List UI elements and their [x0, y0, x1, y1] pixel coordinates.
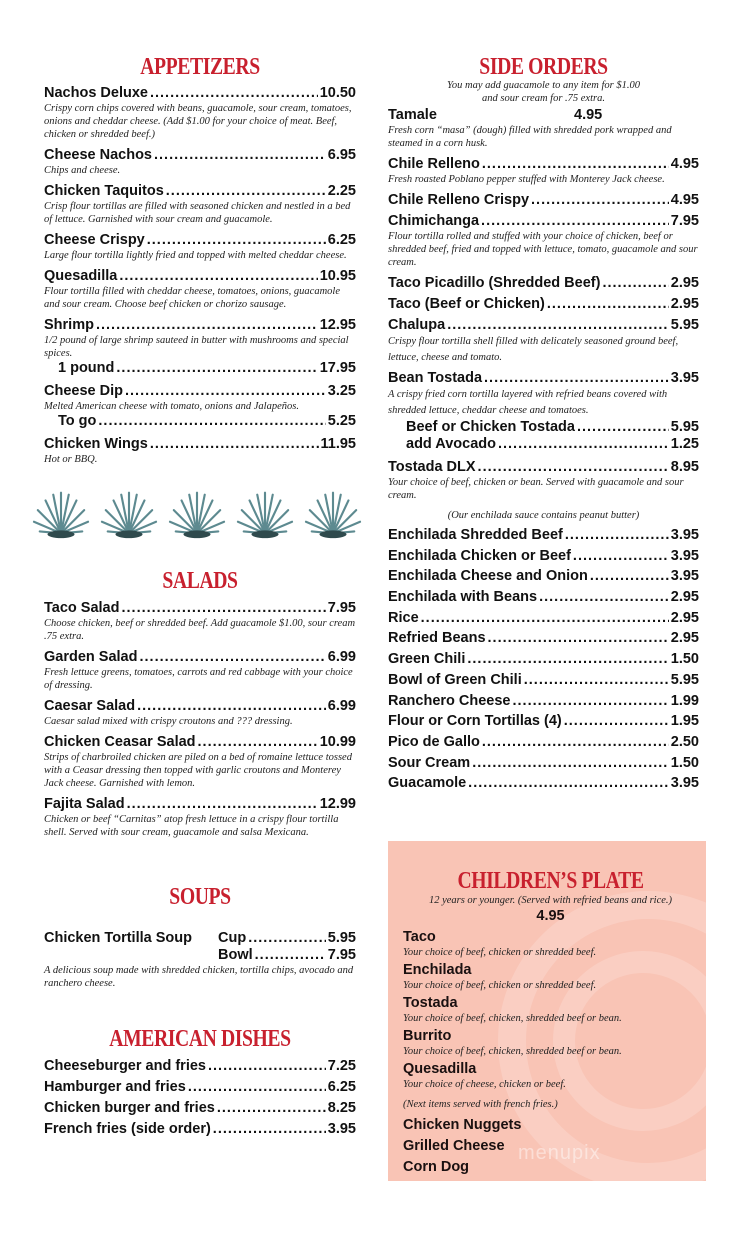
enchilada-list: [388, 527, 699, 792]
soups-list: [44, 930, 356, 990]
menu-item: Chile Relleno ..... 4.95: [388, 156, 699, 173]
agave-plant-icon: [236, 488, 294, 540]
item-description: Fresh corn “masa” (dough) filled with shredded pork wrapped and steamed in a corn husk.: [388, 125, 672, 149]
menu-item: Cheese Dip ..... 3.25: [44, 383, 356, 400]
fries-note: (Next items served with french fries.): [403, 1099, 558, 1110]
menu-item: Caesar Salad ..... 6.99: [44, 698, 356, 715]
kids-item: Chicken Nuggets: [403, 1117, 522, 1133]
salads-heading: SALADS: [162, 568, 238, 594]
item-description: Fresh lettuce greens, tomatoes, carrots and red cabbage with your choice of dressing.: [44, 667, 353, 691]
menu-item: Chicken Taquitos ..... 2.25: [44, 183, 356, 200]
item-description: Flour tortilla rolled and stuffed with your choice of chicken, beef or shredded beef, fried and topped with lettuce, tomato, guacamole and sour cream.: [388, 231, 698, 268]
menu-item: Guacamole ..... 3.95: [388, 775, 699, 792]
agave-plant-icon: [168, 488, 226, 540]
watermark: menupix: [518, 1142, 601, 1164]
menu-item: Tostada DLX ..... 8.95: [388, 459, 699, 476]
appetizers-list: [44, 85, 356, 466]
menu-item: Taco Picadillo (Shredded Beef) ..... 2.95: [388, 275, 699, 292]
item-description: Fresh roasted Poblano pepper stuffed with Monterey Jack cheese.: [388, 174, 665, 185]
menu-item: Enchilada with Beans ..... 2.95: [388, 589, 699, 606]
item-description: Hot or BBQ.: [44, 454, 98, 465]
menu-item: Cheeseburger and fries ..... 7.25: [44, 1058, 356, 1075]
menu-item: Refried Beans ..... 2.95: [388, 630, 699, 647]
menu-item: Bean Tostada ..... 3.95: [388, 370, 699, 387]
item-description: Your choice of cheese, chicken or beef.: [403, 1079, 566, 1090]
agave-plant-icon: [100, 488, 158, 540]
kids-item: Quesadilla: [403, 1061, 477, 1077]
menu-item: Flour or Corn Tortillas (4) ..... 1.95: [388, 713, 699, 730]
kids-item: Corn Dog: [403, 1159, 470, 1175]
kids-item: Grilled Cheese: [403, 1138, 505, 1154]
item-description: Your choice of beef, chicken, shredded beef or bean.: [403, 1046, 622, 1057]
item-description: A crispy fried corn tortilla layered with refried beans covered with shredded lettuce, cheddar cheese and tomatoes.: [388, 389, 668, 416]
menu-item: Cheese Nachos ..... 6.95: [44, 147, 356, 164]
agave-plant-icon: [32, 488, 90, 540]
agave-plant-icon: [304, 488, 362, 540]
item-description: Flour tortilla filled with cheddar cheese, tomatoes, onions, guacamole and sour cream. Choose beef chicken or chorizo sausage.: [44, 286, 341, 310]
menu-item-variant: add Avocado ..... 1.25: [388, 436, 699, 453]
menu-item: Enchilada Cheese and Onion ..... 3.95: [388, 568, 699, 585]
item-description: Strips of charbroiled chicken are piled on a bed of romaine lettuce tossed with a Ceasar dressing then topped with garlic croutons and Monterey Jack cheese. Garnished with lemon.: [44, 752, 352, 789]
side-orders-list: [388, 79, 699, 502]
item-description: Crisp flour tortillas are filled with seasoned chicken and nestled in a bed of lettuce. Garnished with sour cream and guacamole.: [44, 201, 351, 225]
kids-item: Burrito: [403, 1028, 452, 1044]
menu-item: Sour Cream ..... 1.50: [388, 755, 699, 772]
item-description: Crispy flour tortilla shell filled with delicately seasoned ground beef, lettuce, cheese and tomato.: [388, 336, 679, 363]
kids-item: Taco: [403, 929, 436, 945]
item-description: Your choice of beef, chicken, shredded beef or bean.: [403, 1013, 622, 1024]
item-description: Chips and cheese.: [44, 165, 121, 176]
item-description: Chicken or beef “Carnitas” atop fresh lettuce in a crispy flour tortilla shell. Served with sour cream, guacamole and salsa Mexicana.: [44, 814, 339, 838]
menu-item: Hamburger and fries ..... 6.25: [44, 1079, 356, 1096]
menu-item: Enchilada Shredded Beef ..... 3.95: [388, 527, 699, 544]
item-description: 1/2 pound of large shrimp sauteed in butter with mushrooms and special spices.: [44, 335, 349, 359]
menu-item: Chicken Wings ..... 11.95: [44, 436, 356, 453]
menu-item: Garden Salad ..... 6.99: [44, 649, 356, 666]
childrens-plate-price: 4.95: [536, 908, 565, 924]
menu-item: Taco (Beef or Chicken) ..... 2.95: [388, 296, 699, 313]
kids-item: Tostada: [403, 995, 458, 1011]
childrens-plate-content: [403, 841, 698, 1176]
menu-item-variant: To go ..... 5.25: [44, 413, 356, 430]
childrens-plate-panel: [388, 841, 706, 1181]
menu-item: Green Chili ..... 1.50: [388, 651, 699, 668]
enchilada-note: (Our enchilada sauce contains peanut butter): [447, 510, 640, 521]
item-description: Crispy corn chips covered with beans, guacamole, sour cream, tomatoes, onions and cheddar cheese. (Add $1.00 for your choice of meat. Beef, chicken or shredded beef.): [44, 103, 352, 140]
menu-item: French fries (side order) ..... 3.95: [44, 1121, 356, 1138]
kids-item: Enchilada: [403, 962, 472, 978]
item-description: Your choice of beef, chicken or shredded beef.: [403, 980, 597, 991]
item-description: Your choice of beef, chicken or shredded beef.: [403, 947, 597, 958]
menu-item: Chicken Ceasar Salad ..... 10.99: [44, 734, 356, 751]
item-description: Caesar salad mixed with crispy croutons and ??? dressing.: [44, 716, 293, 727]
menu-item: Chicken Tortilla Soup Cup ..... 5.95: [44, 930, 356, 947]
salads-list: [44, 600, 356, 839]
menu-item: Chalupa ..... 5.95: [388, 317, 699, 334]
menu-item: Chicken burger and fries ..... 8.25: [44, 1100, 356, 1117]
item-description: Melted American cheese with tomato, onions and Jalapeños.: [44, 401, 299, 412]
soups-heading: SOUPS: [169, 884, 231, 910]
menu-item: Nachos Deluxe ..... 10.50: [44, 85, 356, 102]
item-description: Choose chicken, beef or shredded beef. Add guacamole $1.00, sour cream .75 extra.: [44, 618, 356, 642]
childrens-plate-heading: CHILDREN’S PLATE: [457, 868, 644, 894]
side-orders-note: You may add guacamole to any item for $1.00: [447, 80, 640, 91]
menu-item-variant: 1 pound ..... 17.95: [44, 360, 356, 377]
menu-item: Pico de Gallo ..... 2.50: [388, 734, 699, 751]
appetizers-heading: APPETIZERS: [140, 54, 260, 80]
menu-item-variant: Beef or Chicken Tostada ..... 5.95: [388, 419, 699, 436]
menu-item: Rice ..... 2.95: [388, 610, 699, 627]
menu-item: Taco Salad ..... 7.95: [44, 600, 356, 617]
side-orders-note: and sour cream for .75 extra.: [482, 93, 605, 104]
menu-item: Chile Relleno Crispy ..... 4.95: [388, 192, 699, 209]
item-description: Large flour tortilla lightly fried and topped with melted cheddar cheese.: [44, 250, 347, 261]
menu-item-variant: Bowl ..... 7.95: [44, 947, 356, 964]
item-description: A delicious soup made with shredded chicken, tortilla chips, avocado and ranchero cheese.: [44, 965, 354, 989]
menu-item: Shrimp ..... 12.95: [44, 317, 356, 334]
childrens-plate-note: 12 years or younger. (Served with refried beans and rice.): [428, 895, 673, 906]
menu-item: Cheese Crispy ..... 6.25: [44, 232, 356, 249]
menu-item: Fajita Salad ..... 12.99: [44, 796, 356, 813]
menu-item: Ranchero Cheese ..... 1.99: [388, 693, 699, 710]
menu-item: Chimichanga ..... 7.95: [388, 213, 699, 230]
agave-decoration-row: [32, 488, 362, 543]
american-heading: AMERICAN DISHES: [109, 1026, 291, 1052]
menu-item: Enchilada Chicken or Beef ..... 3.95: [388, 548, 699, 565]
menu-item: Tamale 4.95: [388, 107, 603, 123]
menu-item: Bowl of Green Chili ..... 5.95: [388, 672, 699, 689]
menu-item: Quesadilla ..... 10.95: [44, 268, 356, 285]
side-orders-heading: SIDE ORDERS: [479, 54, 608, 80]
american-list: [44, 1058, 356, 1138]
item-description: Your choice of beef, chicken or bean. Served with guacamole and sour cream.: [388, 477, 684, 501]
